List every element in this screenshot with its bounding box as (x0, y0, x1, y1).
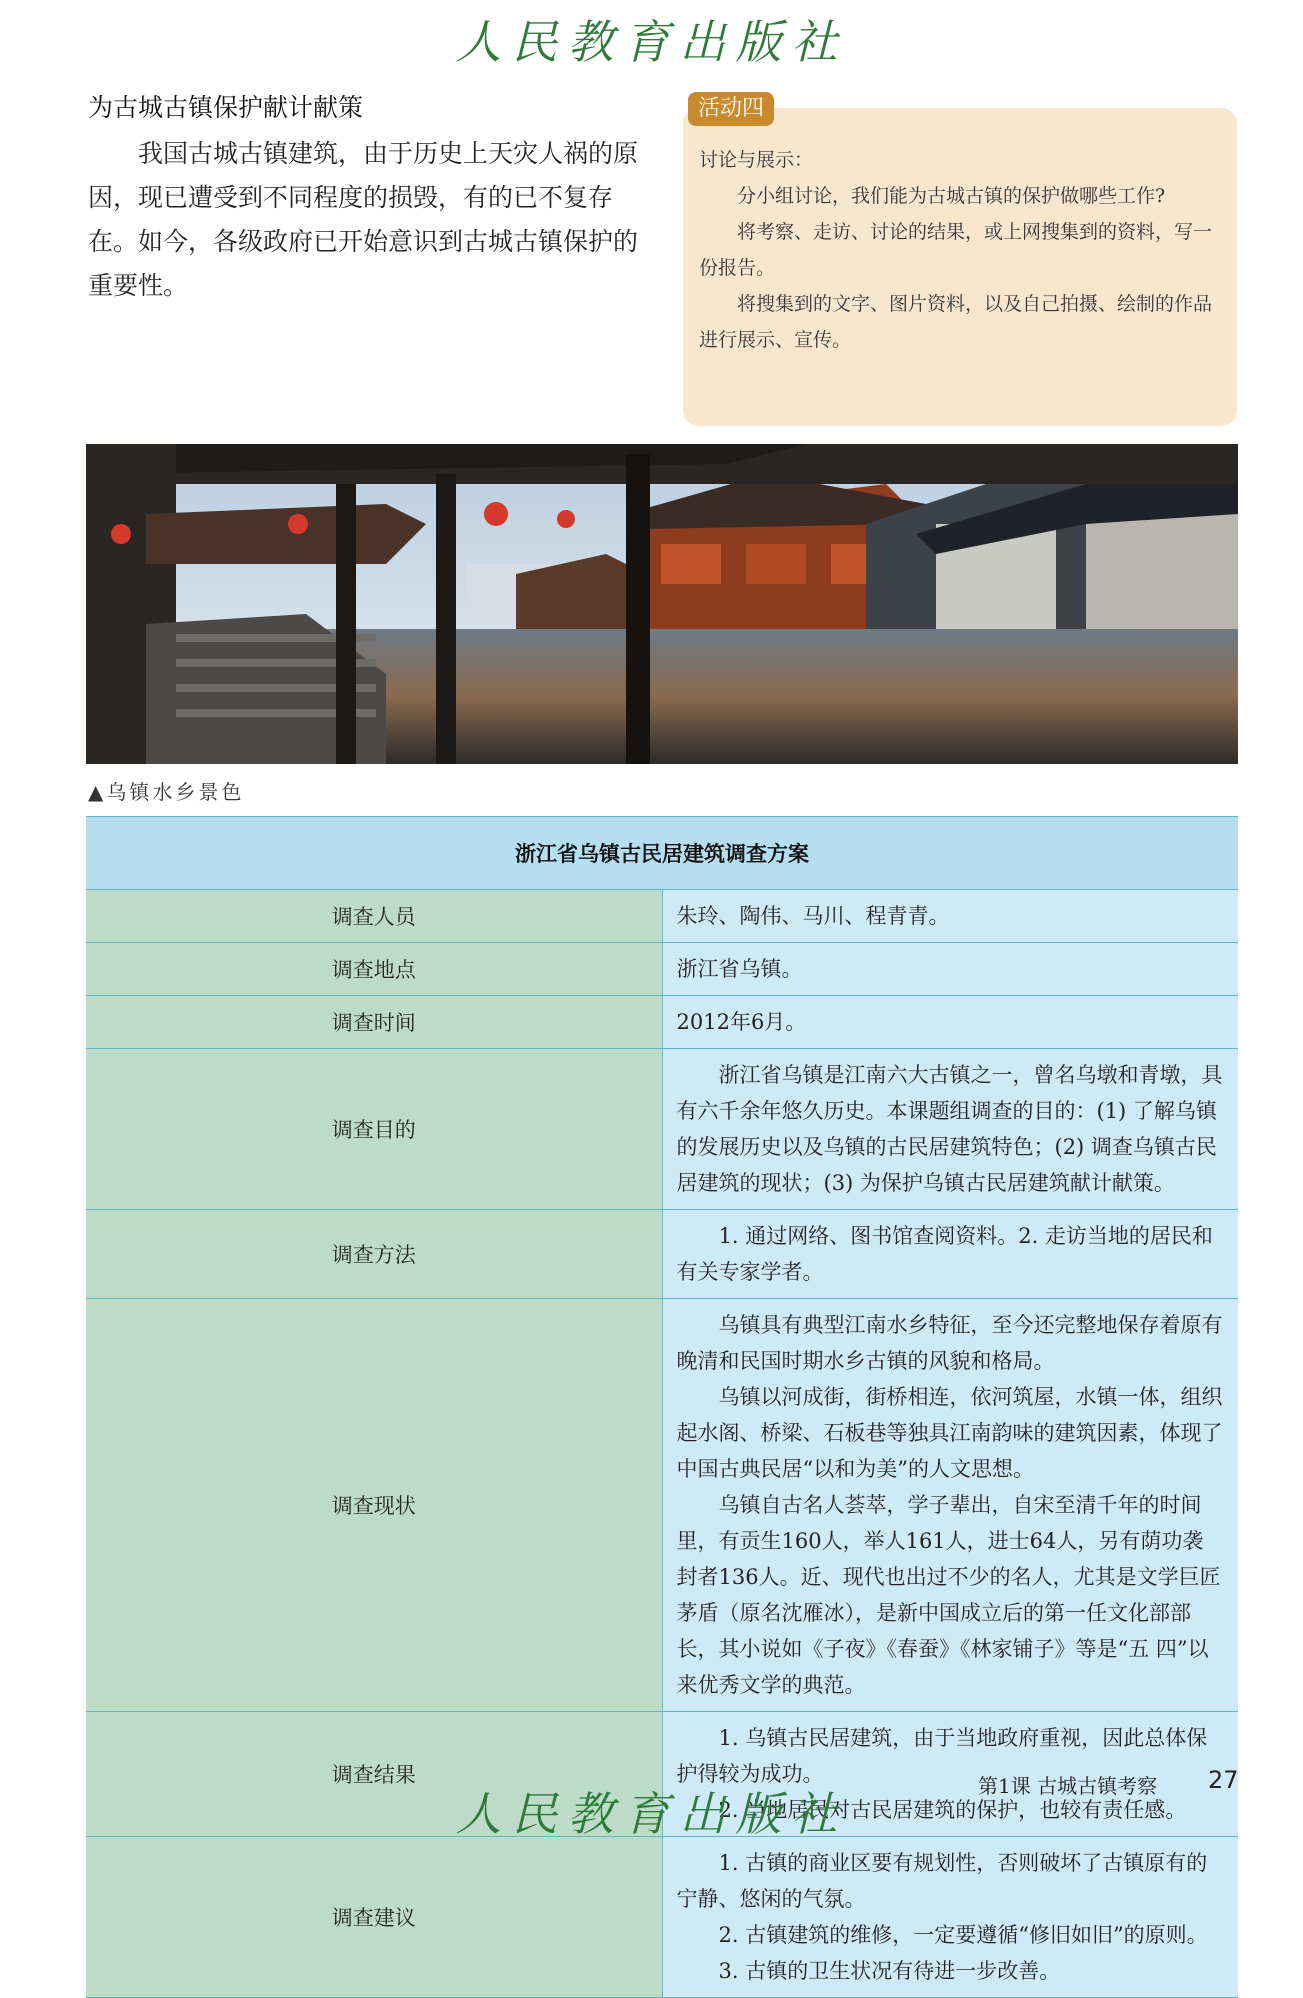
row-line: 3. 古镇的卫生状况有待进一步改善。 (718, 1959, 1061, 1983)
table-row (86, 1299, 1238, 1712)
row-line: 1. 古镇的商业区要有规划性，否则破坏了古镇原有的宁静、悠闲的气氛。 (676, 1851, 1208, 1911)
row-line: 1. 乌镇古民居建筑，由于当地政府重视，因此总体保护得较为成功。 (676, 1726, 1208, 1786)
table-row (86, 996, 1238, 1049)
table-row (86, 943, 1238, 996)
row-label: 调查人员 (86, 890, 662, 943)
table-row (86, 890, 1238, 943)
activity-heading: 讨论与展示： (699, 149, 814, 171)
row-content (662, 943, 1238, 996)
publisher-watermark-bottom: 人民教育出版社 (455, 1787, 848, 1841)
table-row (86, 1210, 1238, 1299)
row-line: 1. 通过网络、图书馆查阅资料。2. 走访当地的居民和有关专家学者。 (676, 1224, 1213, 1284)
intro-paragraph: 我国古城古镇建筑，由于历史上天灾人祸的原因，现已遭受到不同程度的损毁，有的已不复存在。如今，各级政府已开始意识到古城古镇保护的重要性。 (88, 139, 639, 300)
row-line: 乌镇具有典型江南水乡特征，至今还完整地保存着原有晚清和民国时期水乡古镇的风貌和格局。 (676, 1313, 1223, 1373)
row-label: 调查地点 (86, 943, 662, 996)
row-content (662, 1210, 1238, 1299)
row-label: 调查建议 (86, 1837, 662, 1998)
photo-caption: ▲乌镇水乡景色 (88, 780, 245, 804)
row-line: 2. 古镇建筑的维修，一定要遵循“修旧如旧”的原则。 (718, 1923, 1208, 1947)
row-line: 2. 当地居民对古民居建筑的保护，也较有责任感。 (718, 1798, 1187, 1822)
table-row (86, 1049, 1238, 1210)
row-line: 浙江省乌镇是江南六大古镇之一，曾名乌墩和青墩，具有六千余年悠久历史。本课题组调查的目的：(1) 了解乌镇的发展历史以及乌镇的古民居建筑特色；(2) 调查乌镇古民居建筑的现状；(3) 为保护乌镇古民居建筑献计献策。 (676, 1063, 1223, 1195)
row-line: 浙江省乌镇。 (676, 957, 803, 981)
row-content (662, 996, 1238, 1049)
row-label: 调查时间 (86, 996, 662, 1049)
row-line: 2012年6月。 (676, 1010, 807, 1034)
table-title: 浙江省乌镇古民居建筑调查方案 (86, 817, 1238, 890)
activity-item: 将考察、走访、讨论的结果，或上网搜集到的资料，写一份报告。 (699, 221, 1213, 279)
row-content (662, 1049, 1238, 1210)
activity-box (683, 108, 1237, 426)
row-line: 朱玲、陶伟、马川、程青青。 (676, 904, 950, 928)
row-line: 乌镇自古名人荟萃，学子辈出，自宋至清千年的时间里，有贡生160人，举人161人，进士64人，另有荫功袭封者136人。近、现代也出过不少的名人，尤其是文学巨匠茅盾（原名沈雁冰），是新中国成立后的第一任文化部部长，其小说如《子夜》《春蚕》《林家铺子》等是“五 四”以来优秀文学的典范。 (676, 1493, 1221, 1697)
table-row (86, 1837, 1238, 1998)
row-label: 调查现状 (86, 1299, 662, 1712)
section-title: 为古城古镇保护献计献策 (88, 93, 364, 122)
activity-tag: 活动四 (688, 92, 774, 126)
row-label: 调查方法 (86, 1210, 662, 1299)
row-label: 调查结果 (86, 1712, 662, 1837)
row-content (662, 1837, 1238, 1998)
activity-item: 将搜集到的文字、图片资料，以及自己拍摄、绘制的作品进行展示、宣传。 (699, 293, 1213, 351)
row-content (662, 1299, 1238, 1712)
page-number: 27 (1208, 1766, 1239, 1794)
row-content (662, 890, 1238, 943)
footer-lesson-title: 第1课 古城古镇考察 (978, 1774, 1158, 1798)
wuzhen-water-town-photo (86, 444, 1238, 764)
activity-item: 分小组讨论，我们能为古城古镇的保护做哪些工作? (737, 185, 1166, 207)
publisher-watermark-top: 人民教育出版社 (455, 15, 848, 69)
row-line: 乌镇以河成街，街桥相连，依河筑屋，水镇一体，组织起水阁、桥梁、石板巷等独具江南韵味的建筑因素，体现了中国古典民居“以和为美”的人文思想。 (676, 1385, 1223, 1481)
row-label: 调查目的 (86, 1049, 662, 1210)
